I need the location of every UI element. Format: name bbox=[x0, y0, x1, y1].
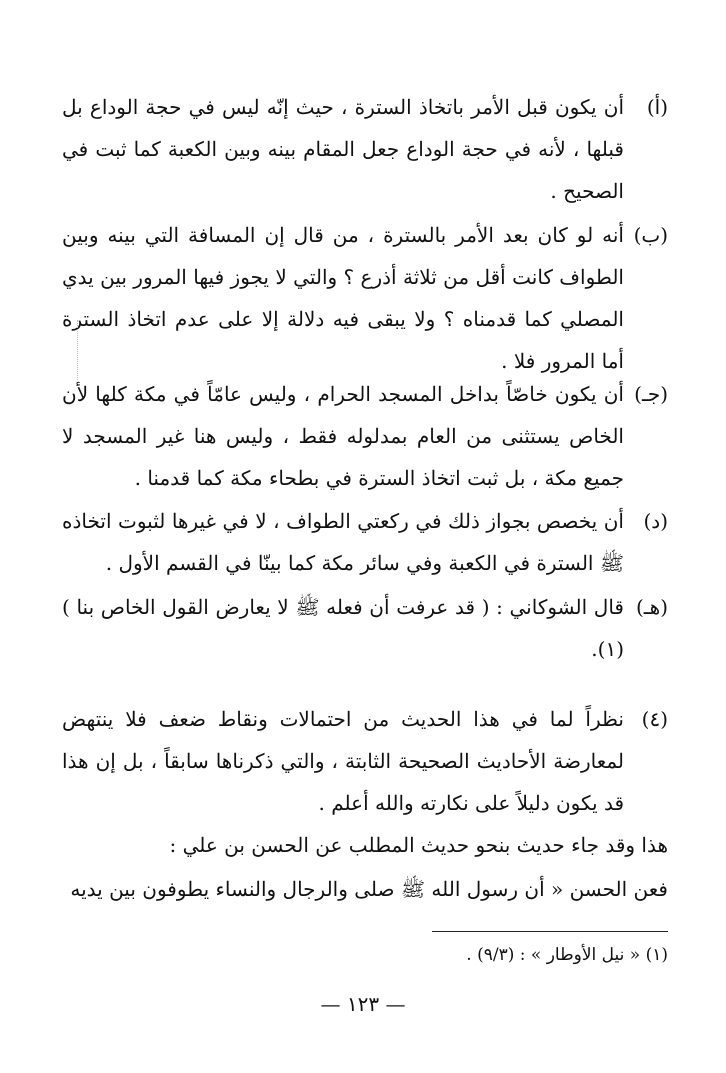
paragraph-text: أن يكون قبل الأمر باتخاذ السترة ، حيث إنّه ليس في حجة الوداع بل قبلها ، لأنه في حجة الوداع جعل المقام بينه وبين الكعبة كما ثبت في الصحيح . bbox=[62, 95, 624, 203]
paragraph-text: أن يخصص بجواز ذلك في ركعتي الطواف ، لا في غيرها لثبوت اتخاذه ﷺ السترة في الكعبة وفي سائر مكة كما بينّا في القسم الأول . bbox=[62, 509, 624, 575]
paragraph-d bbox=[62, 500, 668, 584]
paragraph-marker: (ب) bbox=[633, 223, 668, 247]
paragraph-text: أنه لو كان بعد الأمر بالسترة ، من قال إن المسافة التي بينه وبين الطواف كانت أقل من ثلاثة أذرع ؟ والتي لا يجوز فيها المرور بين يدي المصلي كما قدمناه ؟ ولا يبقى فيه دلالة إلا على عدم اتخاذ السترة أما المرور فلا . bbox=[62, 223, 624, 373]
footnote-divider bbox=[432, 931, 668, 932]
paragraph-text: نظراً لما في هذا الحديث من احتمالات ونقاط ضعف فلا ينتهض لمعارضة الأحاديث الصحيحة الثابتة ، والتي ذكرناها سابقاً ، بل إن هذا قد يكون دليلاً على نكارته والله أعلم . bbox=[62, 707, 624, 815]
paragraph-text: قال الشوكاني : ( قد عرفت أن فعله ﷺ لا يعارض القول الخاص بنا )(١). bbox=[62, 595, 624, 661]
paragraph-marker: (د) bbox=[643, 509, 668, 533]
paragraph-marker: (هـ) bbox=[635, 595, 668, 619]
paragraph-4 bbox=[62, 698, 668, 824]
margin-mark bbox=[77, 320, 78, 380]
paragraph-marker: (جـ) bbox=[634, 382, 668, 406]
paragraph-b bbox=[62, 214, 668, 382]
paragraph-text: أن يكون خاصّاً بداخل المسجد الحرام ، وليس عامّاً في مكة كلها لأن الخاص يستثنى من العام بمدلوله فقط ، وليس هنا غير المسجد لا جميع مكة ، بل ثبت اتخاذ السترة في بطحاء مكة كما قدمنا . bbox=[62, 382, 624, 490]
paragraph-a bbox=[62, 86, 668, 212]
paragraph-marker: (أ) bbox=[646, 95, 668, 119]
closing-line-2: فعن الحسن « أن رسول الله ﷺ صلى والرجال والنساء يطوفون بين يديه bbox=[70, 877, 668, 901]
paragraph-c bbox=[62, 373, 668, 499]
paragraph-marker: (٤) bbox=[641, 707, 668, 731]
paragraph-e bbox=[62, 586, 668, 670]
footnote: (١) « نيل الأوطار » : (٩/٣) . bbox=[466, 945, 668, 965]
closing-line-1: هذا وقد جاء حديث بنحو حديث المطلب عن الحسن بن علي : bbox=[169, 833, 668, 857]
page-number: — ١٢٣ — bbox=[320, 992, 406, 1016]
